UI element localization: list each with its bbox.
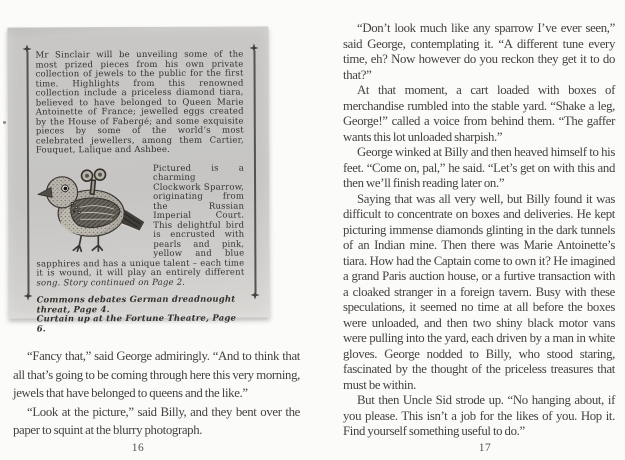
body-paragraph: “Look at the picture,” said Billy, and they bent over the paper to squint at the blurry photograph. bbox=[13, 404, 300, 437]
body-paragraph: “Fancy that,” said George admiringly. “And to think that all that’s going to be coming through here this very morning, jewels that have belonged to queens and the like.” bbox=[13, 349, 300, 400]
body-paragraph: George winked at Billy and then heaved himself to his feet. “Come on, pal,” he said. “Let’s get on with this and then we’ll finish reading later on.” bbox=[343, 145, 615, 190]
left-page bbox=[0, 0, 312, 460]
clipping-text-column bbox=[35, 51, 244, 335]
clipping-story-continued: song. Story continued on Page 2. bbox=[36, 277, 186, 288]
page-number-left: 16 bbox=[131, 442, 145, 454]
clockwork-sparrow-illustration bbox=[36, 166, 146, 251]
clipping-paragraph-1: Mr Sinclair will be unveiling some of the most prized pieces from his own private collection of jewels to the public for the first time. Highlights from this renowned collection include a priceless diamond tiara, believed to have belonged to Queen Marie Antoinette of France; jewelled eggs created by the House of Fabergé; and some exquisite pieces by some of the world’s most celebrated jewellers, among them Cartier, Fouquet, Lalique and Ashbee. bbox=[35, 49, 244, 156]
clipping-notices bbox=[37, 296, 245, 335]
newspaper-clipping bbox=[7, 26, 269, 334]
clipping-left-rule bbox=[26, 51, 29, 294]
left-page-body bbox=[13, 347, 300, 440]
page-number-right: 17 bbox=[478, 442, 492, 454]
body-paragraph: “Don’t look much like any sparrow I’ve ever seen,” said George, contemplating it. “A different tune every time, eh? Now however do you reckon they get it to do that?” bbox=[343, 21, 615, 82]
scan-speck bbox=[3, 121, 6, 124]
body-paragraph: At that moment, a cart loaded with boxes of merchandise rumbled into the stable yard. “Shake a leg, George!” called a voice from behind them. “The gaffer wants this lot unloaded sharpish.” bbox=[343, 83, 615, 144]
right-page-body bbox=[343, 21, 615, 440]
clipping-notice-2: Curtain up at the Fortune Theatre, Page 6. bbox=[36, 313, 237, 334]
clipping-right-rule bbox=[253, 50, 256, 293]
body-paragraph: Saying that was all very well, but Billy found it was difficult to concentrate on boxes and deliveries. He kept picturing immense diamonds glinting in the dark tunnels of an Indian mine. Then there was Marie Antoinette’s tiara. How had the Captain come to own it? He imagined a grand Paris auction house, or a furtive transaction with a cloaked stranger in a foreign tavern. Busy with these speculations, it seemed no time at all before the boxes were unloaded, and then two shiny black motor vans were pulling into the yard, each driven by a man in white gloves. George nodded to Billy, who stood staring, fascinated by the thought of the priceless treasures that must be within. bbox=[343, 191, 615, 392]
clipping-paragraph-2 bbox=[36, 164, 245, 288]
clipping-notice-1: Commons debates German dreadnought threat, Page 4. bbox=[36, 294, 236, 315]
body-paragraph: But then Uncle Sid strode up. “No hanging about, if you please. This isn’t a job for the likes of you. Hop it. Find yourself something useful to do.” bbox=[343, 393, 615, 438]
right-page bbox=[312, 0, 625, 460]
clipping-paragraph-2-text: Pictured is a charming Clockwork Sparrow, originating from the Russian Imperial Court. This delightful bird is encrusted with pearls and pink, yellow and blue sapphires and has a unique talent – each time it is wound, it will play an entirely different bbox=[36, 163, 245, 279]
